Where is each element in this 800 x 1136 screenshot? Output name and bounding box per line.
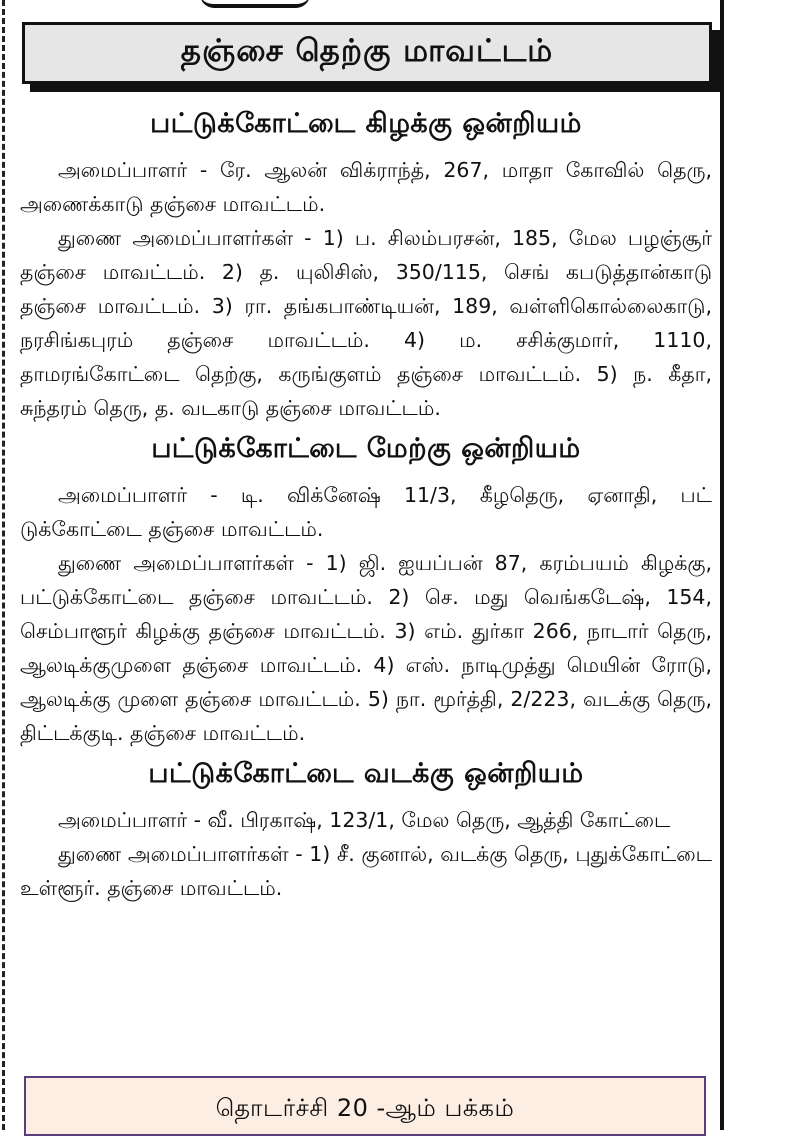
article-body bbox=[20, 100, 712, 905]
column-rule bbox=[720, 0, 724, 1130]
continuation-text: தொடர்ச்சி 20 -ஆம் பக்கம் bbox=[215, 1094, 515, 1122]
district-banner-title: தஞ்சை தெற்கு மாவட்டம் bbox=[180, 33, 554, 69]
section-east bbox=[20, 108, 712, 425]
district-banner bbox=[22, 22, 712, 84]
organizer-paragraph: அமைப்பாளர் - டி. விக்னேஷ் 11/3, கீழதெரு, ஏனாதி, பட் டுக்கோட்டை தஞ்சை மாவட்டம். bbox=[20, 483, 712, 541]
deputies-paragraph: துணை அமைப்பாளர்கள் - 1) ப. சிலம்பரசன், 185, மேல பழஞ்சூர் தஞ்சை மாவட்டம். 2) த. யுலிசிஸ், 350/115, செங் கபடுத்தான்காடு தஞ்சை மாவட்டம். 3) ரா. தங்கபாண்டியன், 189, வள்ளிகொல்லைகாடு, நரசிங்கபுரம் தஞ்சை மாவட்டம். 4) ம. சசிக்குமார், 1110, தாமரங்கோட்டை தெற்கு, கருங்குளம் தஞ்சை மாவட்டம். 5) ந. கீதா, சுந்தரம் தெரு, த. வடகாடு தஞ்சை மாவட்டம். bbox=[20, 226, 712, 420]
deputies-paragraph: துணை அமைப்பாளர்கள் - 1) ஜி. ஐயப்பன் 87, கரம்பயம் கிழக்கு, பட்டுக்கோட்டை தஞ்சை மாவட்டம். 2) செ. மது வெங்கடேஷ், 154, செம்பாளூர் கிழக்கு தஞ்சை மாவட்டம். 3) எம். துர்கா 266, நாடார் தெரு, ஆலடிக்குமுளை தஞ்சை மாவட்டம். 4) எஸ். நாடிமுத்து மெயின் ரோடு, ஆலடிக்கு முளை தஞ்சை மாவட்டம். 5) நா. மூர்த்தி, 2/223, வடக்கு தெரு, திட்டக்குடி. தஞ்சை மாவட்டம். bbox=[20, 551, 712, 745]
continuation-box bbox=[24, 1076, 706, 1136]
section-west bbox=[20, 433, 712, 750]
section-north bbox=[20, 758, 712, 905]
deputies-paragraph: துணை அமைப்பாளர்கள் - 1) சீ. குனால், வடக்கு தெரு, புதுக்கோட்டை உள்ளூர். தஞ்சை மாவட்டம். bbox=[20, 842, 712, 900]
dashed-column-border bbox=[2, 0, 5, 1130]
section-title: பட்டுக்கோட்டை கிழக்கு ஒன்றியம் bbox=[150, 108, 582, 139]
organizer-paragraph: அமைப்பாளர் - ரே. ஆலன் விக்ராந்த், 267, மாதா கோவில் தெரு, அணைக்காடு தஞ்சை மாவட்டம். bbox=[20, 158, 712, 216]
organizer-paragraph: அமைப்பாளர் - வீ. பிரகாஷ், 123/1, மேல தெரு, ஆத்தி கோட்டை bbox=[58, 808, 671, 832]
section-title: பட்டுக்கோட்டை மேற்கு ஒன்றியம் bbox=[151, 433, 581, 464]
section-title: பட்டுக்கோட்டை வடக்கு ஒன்றியம் bbox=[148, 758, 584, 789]
previous-text-fragment bbox=[200, 0, 310, 8]
